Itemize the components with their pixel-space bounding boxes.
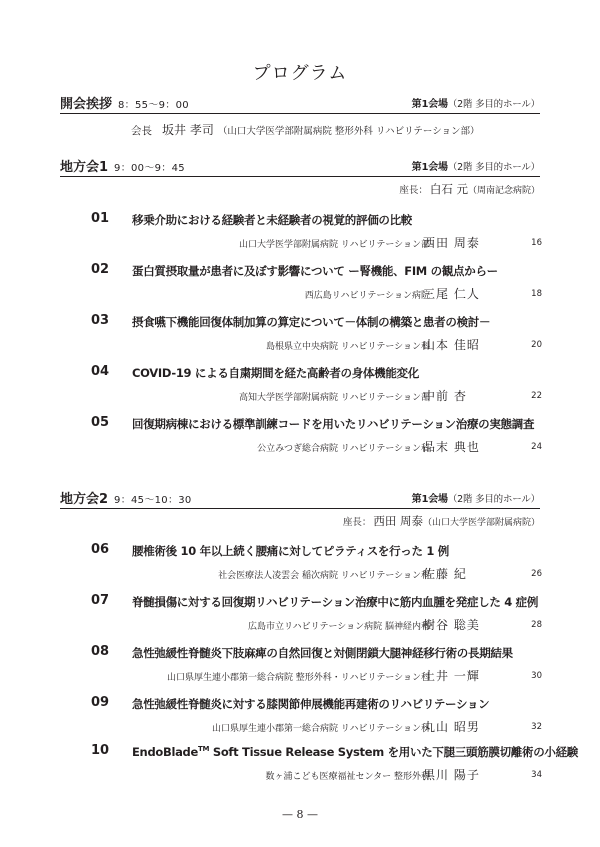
item-page: 26 <box>531 569 542 579</box>
item-affiliation: 山口県厚生連小郡第一総合病院 リハビリテーション科 <box>211 724 430 734</box>
item-title: 摂食嚥下機能回復体制加算の算定について－体制の構築と患者の検討－ <box>132 315 491 329</box>
item-title: 回復期病棟における標準訓練コードを用いたリハビリテーション治療の実態調査 <box>132 417 535 431</box>
item-title: 脊髄損傷に対する回復期リハビリテーション治療中に筋内血腫を発症した 4 症例 <box>132 595 539 609</box>
item-title: 移乗介助における経験者と未経験者の視覚的評価の比較 <box>132 213 412 227</box>
chair-name: 西田 周泰 <box>373 514 423 528</box>
item-page: 34 <box>531 770 542 780</box>
item-page: 32 <box>531 722 542 732</box>
page-title: プログラム <box>252 63 348 84</box>
item-affiliation: 数ヶ浦こども医療福祉センター 整形外科 <box>265 772 430 782</box>
item-number: 05 <box>91 415 110 430</box>
session-time: 9：00～9：45 <box>114 163 185 174</box>
program-item <box>60 262 542 306</box>
item-page: 30 <box>531 671 542 681</box>
item-presenter: 山本 佳昭 <box>423 338 480 352</box>
opening-person: 坂井 孝司 <box>162 123 214 137</box>
opening-time: 8：55～9：00 <box>118 100 189 111</box>
item-page: 28 <box>531 620 542 630</box>
session-room <box>412 490 540 505</box>
chair-name: 白石 元 <box>429 182 468 196</box>
item-affiliation: 広島市立リハビリテーション病院 脳神経内科 <box>247 622 430 632</box>
item-title: COVID-19 による自粛期間を経た高齢者の身体機能変化 <box>132 366 419 380</box>
item-affiliation: 公立みつぎ総合病院 リハビリテーション科 <box>257 444 430 454</box>
item-number: 10 <box>91 743 110 758</box>
chair-affiliation: （周南記念病院） <box>467 186 540 196</box>
session-name: 地方会2 <box>60 492 109 507</box>
opening-header <box>60 93 540 114</box>
chair-label: 座長： <box>399 185 428 196</box>
session-room-sub: （2階 多目的ホール） <box>447 162 540 173</box>
program-item <box>60 364 542 408</box>
program-item <box>60 593 542 637</box>
program-item <box>60 415 542 459</box>
item-title-part: EndoBlade <box>132 745 198 759</box>
item-page: 22 <box>531 391 542 401</box>
item-number: 07 <box>91 593 110 608</box>
item-presenter: 丸山 昭男 <box>423 720 480 734</box>
item-page: 18 <box>531 289 542 299</box>
item-title-part: Soft Tissue Release System を用いた下腿三頭筋膜切離術の小経験 <box>209 745 579 759</box>
item-number: 08 <box>91 644 110 659</box>
item-presenter: 品末 典也 <box>423 440 480 454</box>
item-title: 急性弛緩性脊髄炎に対する膝関節伸展機能再建術のリハビリテーション <box>132 697 490 711</box>
opening-label: 開会挨拶 <box>60 97 113 112</box>
session-title <box>60 488 192 507</box>
program-item <box>60 313 542 357</box>
opening-room-sub: （2階 多目的ホール） <box>447 99 540 110</box>
opening-affiliation: （山口大学医学部附属病院 整形外科 リハビリテーション部） <box>217 126 480 137</box>
opening-room-name: 第1会場 <box>411 99 448 110</box>
item-presenter: 黒川 陽子 <box>423 768 480 782</box>
session-room-name: 第1会場 <box>411 162 448 173</box>
session-room-name: 第1会場 <box>411 494 448 505</box>
program-item <box>60 644 542 688</box>
item-affiliation: 島根県立中央病院 リハビリテーション科 <box>265 342 430 352</box>
page-number: — 8 — <box>282 808 318 821</box>
item-affiliation: 西広島リハビリテーション病院 <box>304 291 430 301</box>
item-presenter: 土井 一輝 <box>423 669 480 683</box>
opening-role: 会長 <box>131 125 152 137</box>
item-page: 20 <box>531 340 542 350</box>
item-number: 06 <box>91 542 110 557</box>
session-1-header <box>60 156 540 177</box>
item-presenter: 佐藤 紀 <box>423 567 467 581</box>
session-1-chair <box>399 181 540 197</box>
item-title: 急性弛緩性脊髄炎下肢麻痺の自然回復と対側閉鎖大腿神経移行術の長期結果 <box>132 646 513 660</box>
item-title <box>132 744 578 760</box>
session-name: 地方会1 <box>60 160 109 175</box>
chair-affiliation: （山口大学医学部附属病院） <box>422 518 540 528</box>
item-presenter: 樹谷 聡美 <box>423 618 480 632</box>
item-number: 09 <box>91 695 110 710</box>
item-title: 腰椎術後 10 年以上続く腰痛に対してピラティスを行った 1 例 <box>132 544 449 558</box>
item-presenter: 中前 杏 <box>423 389 467 403</box>
opening-room <box>412 95 540 110</box>
session-2-header <box>60 488 540 509</box>
session-2-chair <box>343 513 540 529</box>
opening-name <box>60 93 189 112</box>
program-item <box>60 695 542 739</box>
item-page: 16 <box>531 238 542 248</box>
item-affiliation: 高知大学医学部附属病院 リハビリテーション部 <box>238 393 430 403</box>
item-presenter: 三尾 仁人 <box>423 287 480 301</box>
session-title <box>60 156 185 175</box>
session-time: 9：45～10：30 <box>114 495 192 506</box>
item-page: 24 <box>531 442 542 452</box>
program-item <box>60 211 542 255</box>
program-item <box>60 743 579 787</box>
item-affiliation: 山口大学医学部附属病院 リハビリテーション部 <box>238 240 430 250</box>
opening-speaker <box>131 121 480 138</box>
item-affiliation: 山口県厚生連小郡第一総合病院 整形外科・リハビリテーション科 <box>166 673 430 683</box>
item-presenter: 西田 周泰 <box>423 236 480 250</box>
item-number: 03 <box>91 313 110 328</box>
item-title: 蛋白質摂取量が患者に及ぼす影響について ー腎機能、FIM の観点からー <box>132 264 498 278</box>
program-item <box>60 542 542 586</box>
item-number: 02 <box>91 262 110 277</box>
item-affiliation: 社会医療法人凌雲会 稲次病院 リハビリテーション科 <box>218 571 430 581</box>
trademark-sup: TM <box>197 745 210 754</box>
item-number: 04 <box>91 364 110 379</box>
item-number: 01 <box>91 211 110 226</box>
chair-label: 座長： <box>342 517 372 528</box>
session-room <box>412 158 540 173</box>
session-room-sub: （2階 多目的ホール） <box>447 494 540 505</box>
